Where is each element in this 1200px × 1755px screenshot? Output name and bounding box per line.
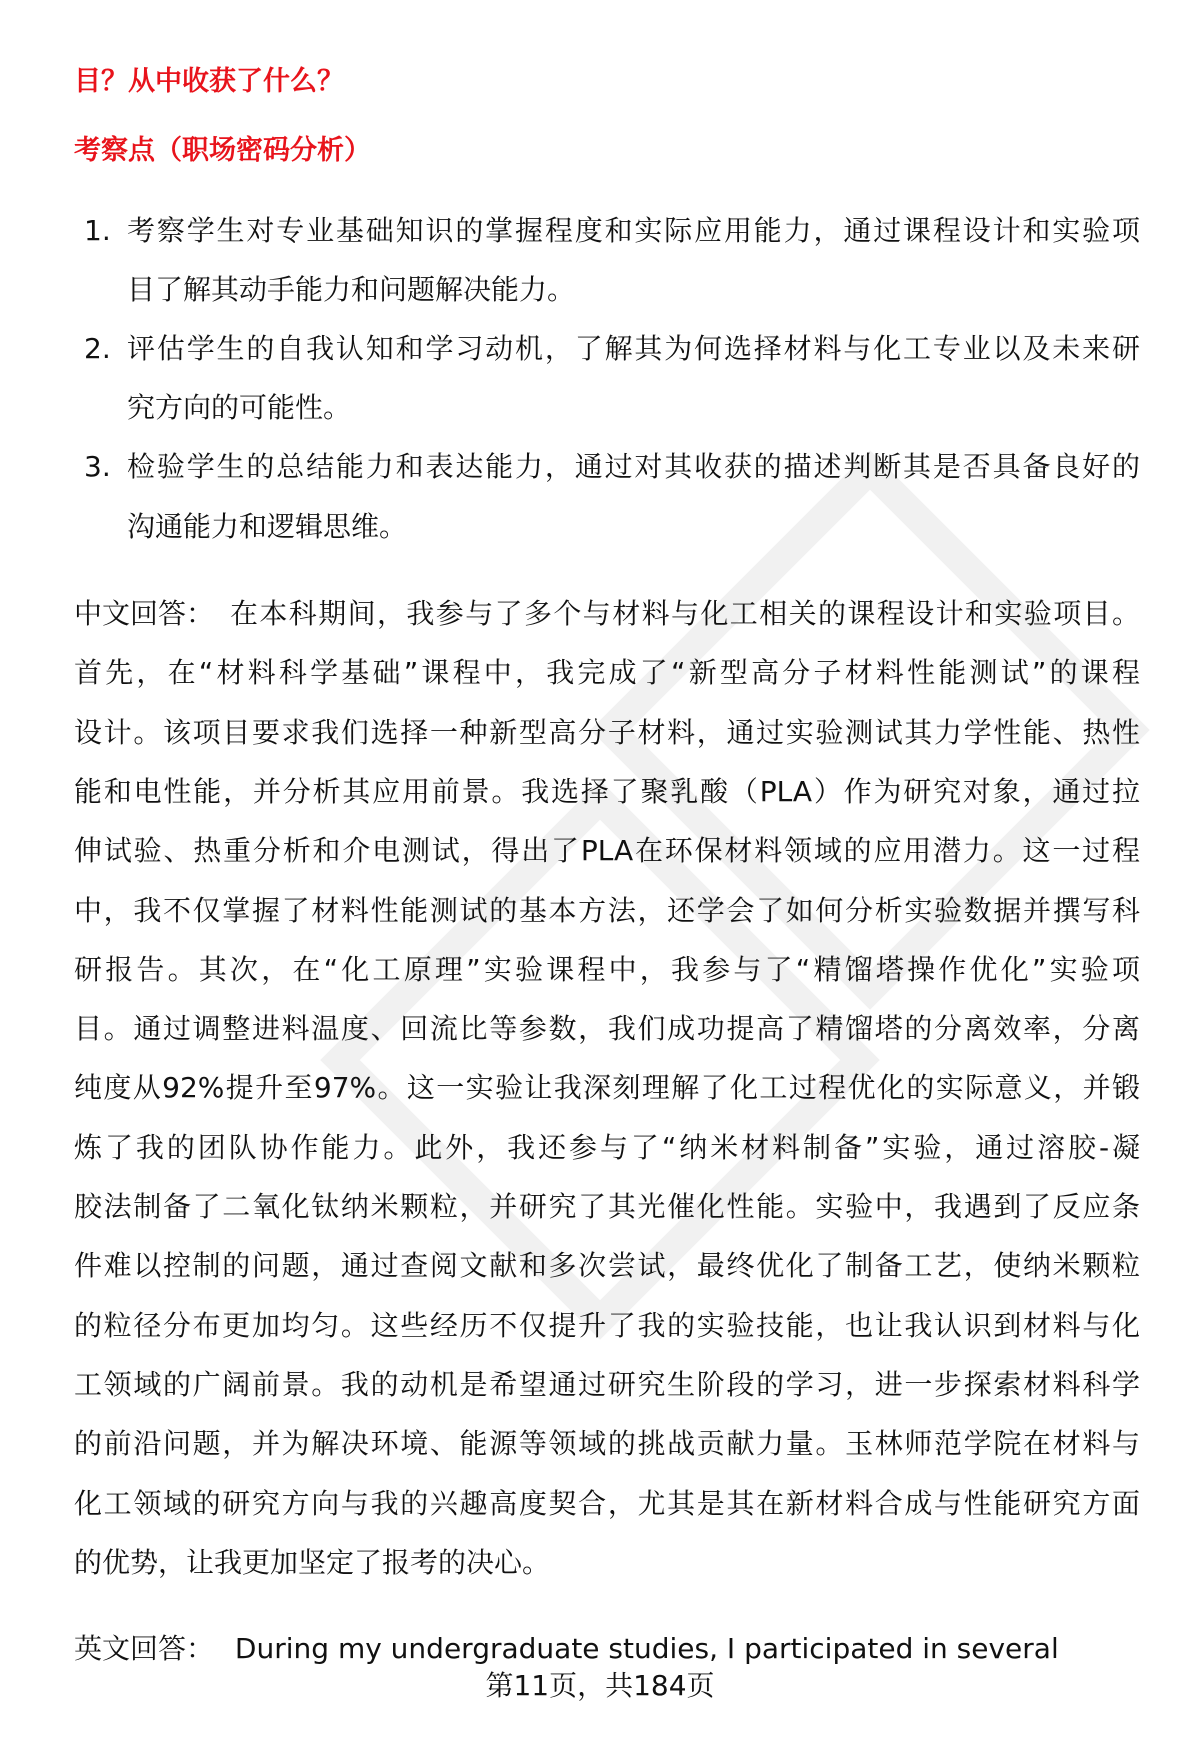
chinese-answer-line: 的优势，让我更加坚定了报考的决心。 (74, 1545, 551, 1579)
chinese-answer-line: 设计。该项目要求我们选择一种新型高分子材料，通过实验测试其力学性能、热性 (74, 715, 1140, 749)
english-answer-text: During my undergraduate studies, I participated in several (234, 1632, 1059, 1665)
point-line: 沟通能力和逻辑思维。 (127, 510, 408, 543)
point-number: 2. (84, 332, 111, 365)
english-answer-label: 英文回答： (74, 1632, 215, 1665)
chinese-answer-line: 工领域的广阔前景。我的动机是希望通过研究生阶段的学习，进一步探索材料科学 (74, 1367, 1140, 1401)
section-title: 考察点（职场密码分析） (74, 135, 371, 166)
english-answer (74, 1631, 1140, 1667)
page-footer: 第11页，共184页 (485, 1669, 715, 1702)
chinese-answer-line: 在本科期间，我参与了多个与材料与化工相关的课程设计和实验项目。 (230, 597, 1140, 630)
point-line: 检验学生的总结能力和表达能力，通过对其收获的描述判断其是否具备良好的 (127, 450, 1140, 483)
chinese-answer-line: 首先，在“材料科学基础”课程中，我完成了“新型高分子材料性能测试”的课程 (74, 656, 1140, 690)
chinese-answer-line: 能和电性能，并分析其应用前景。我选择了聚乳酸（PLA）作为研究对象，通过拉 (74, 774, 1140, 808)
chinese-answer-line: 目。通过调整进料温度、回流比等参数，我们成功提高了精馏塔的分离效率，分离 (74, 1012, 1140, 1046)
point-number: 1. (84, 214, 111, 247)
chinese-answer-line: 的前沿问题，并为解决环境、能源等领域的挑战贡献力量。玉林师范学院在材料与 (74, 1427, 1140, 1461)
chinese-answer-line: 化工领域的研究方向与我的兴趣高度契合，尤其是其在新材料合成与性能研究方面 (74, 1486, 1140, 1520)
chinese-answer-line: 研报告。其次，在“化工原理”实验课程中，我参与了“精馏塔操作优化”实验项 (74, 952, 1140, 986)
heading-continuation: 目？从中收获了什么？ (74, 66, 344, 97)
chinese-answer-line: 纯度从92%提升至97%。这一实验让我深刻理解了化工过程优化的实际意义，并锻 (74, 1071, 1140, 1105)
point-line: 考察学生对专业基础知识的掌握程度和实际应用能力，通过课程设计和实验项 (127, 214, 1140, 247)
point-line: 评估学生的自我认知和学习动机，了解其为何选择材料与化工专业以及未来研 (127, 332, 1140, 365)
point-number: 3. (84, 450, 111, 483)
chinese-answer-line: 伸试验、热重分析和介电测试，得出了PLA在环保材料领域的应用潜力。这一过程 (74, 834, 1140, 868)
point-line: 究方向的可能性。 (127, 391, 352, 424)
point-line: 目了解其动手能力和问题解决能力。 (127, 273, 576, 306)
chinese-answer-line: 炼了我的团队协作能力。此外，我还参与了“纳米材料制备”实验，通过溶胶-凝 (74, 1130, 1140, 1164)
chinese-answer-line: 件难以控制的问题，通过查阅文献和多次尝试，最终优化了制备工艺，使纳米颗粒 (74, 1249, 1140, 1283)
chinese-answer-line: 胶法制备了二氧化钛纳米颗粒，并研究了其光催化性能。实验中，我遇到了反应条 (74, 1190, 1140, 1223)
chinese-answer-line: 的粒径分布更加均匀。这些经历不仅提升了我的实验技能，也让我认识到材料与化 (74, 1308, 1140, 1342)
chinese-answer-line: 中，我不仅掌握了材料性能测试的基本方法，还学会了如何分析实验数据并撰写科 (74, 893, 1140, 927)
chinese-answer-label: 中文回答： (74, 597, 215, 630)
